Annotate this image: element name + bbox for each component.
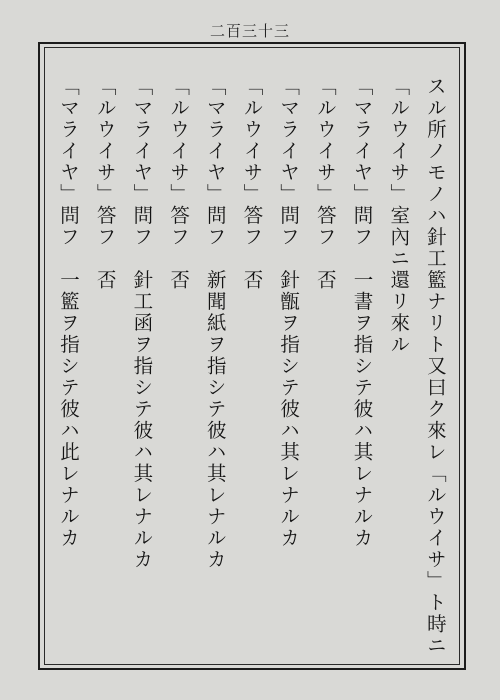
text-line: 「ルウイサ」答フ 否	[313, 76, 337, 291]
text-line: 「ルウイサ」答フ 否	[167, 76, 191, 291]
text-line: スル所ノモノハ針工籃ナリト又曰ク來レ「ルウイサ」ト時ニ	[423, 76, 447, 657]
text-line: 「マライヤ」問フ 一書ヲ指シテ彼ハ其レナルカ	[350, 76, 374, 549]
page-number: 二百三十三	[209, 22, 290, 40]
text-line: 「マライヤ」問フ 新聞紙ヲ指シテ彼ハ其レナルカ	[203, 76, 227, 571]
text-line: 「ルウイサ」答フ 否	[93, 76, 117, 291]
text-line: 「マライヤ」問フ 針甑ヲ指シテ彼ハ其レナルカ	[277, 76, 301, 549]
text-line: 「マライヤ」問フ 一籃ヲ指シテ彼ハ此レナルカ	[57, 76, 80, 549]
text-line: 「ルウイサ」室內ニ還リ來ル	[387, 76, 411, 356]
text-line: 「ルウイサ」答フ 否	[240, 76, 264, 291]
text-body	[56, 76, 448, 657]
text-line: 「マライヤ」問フ 針工函ヲ指シテ彼ハ其レナルカ	[130, 76, 154, 571]
